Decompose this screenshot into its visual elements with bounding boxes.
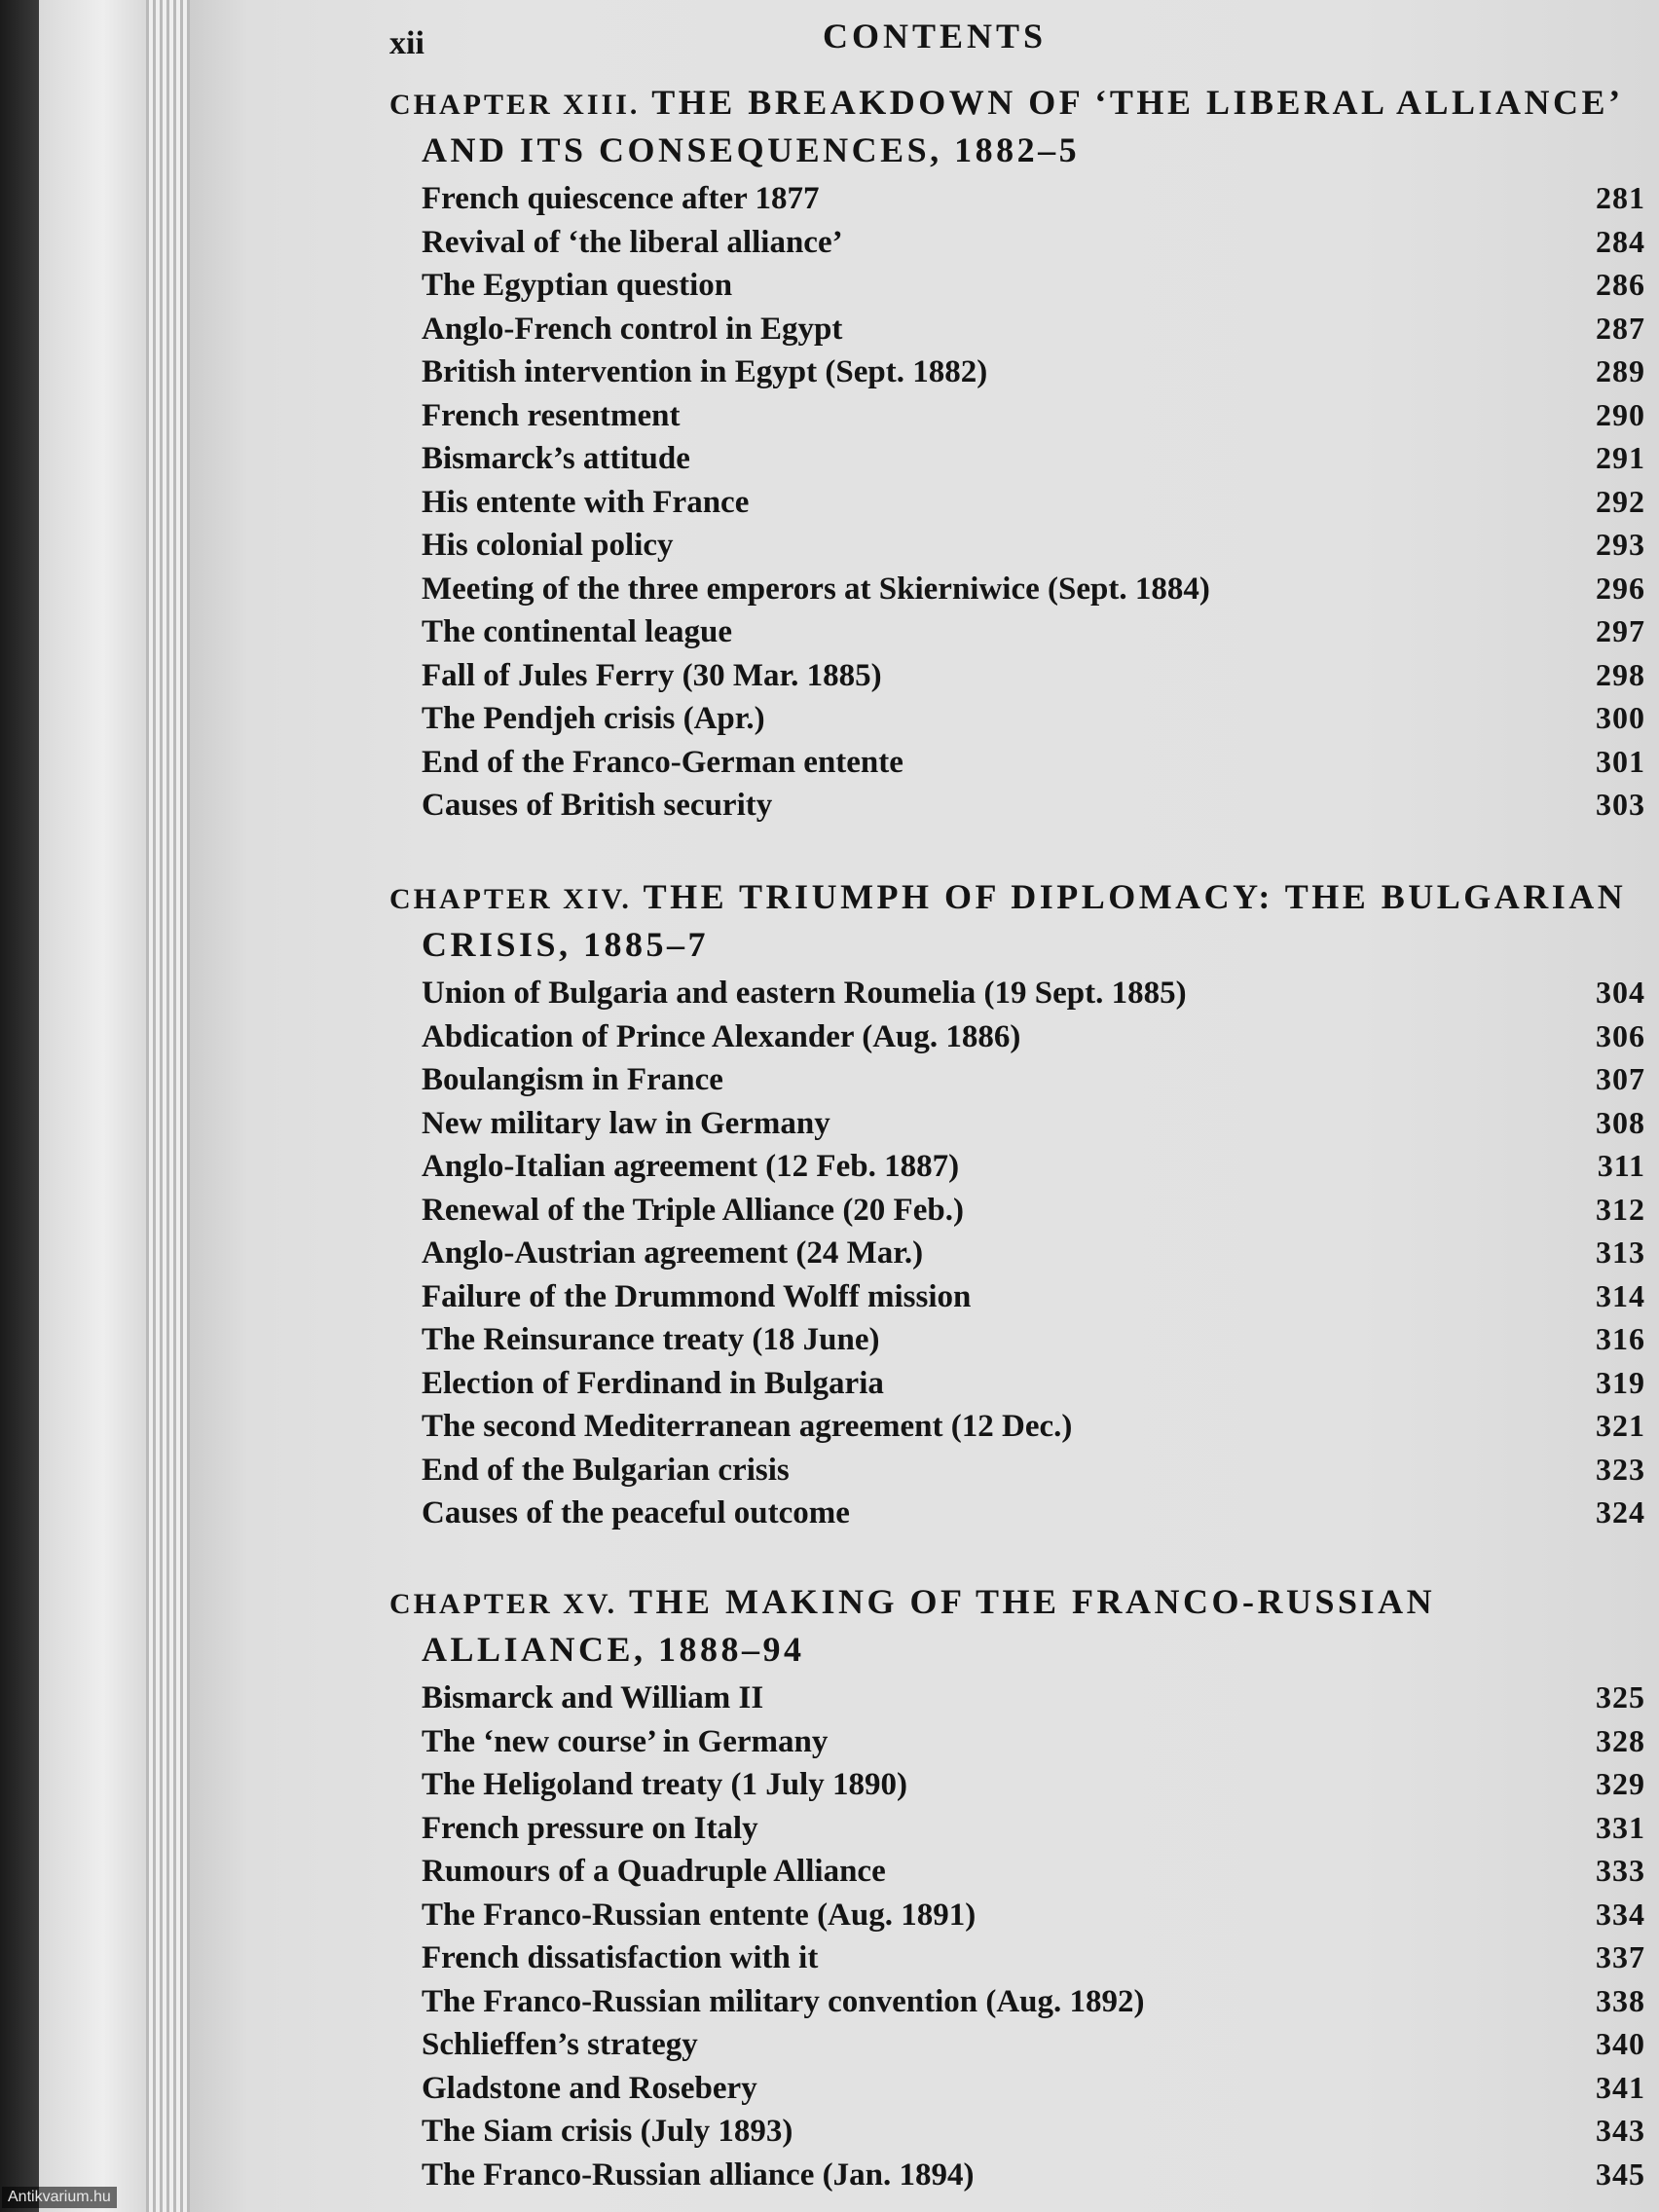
facing-page-edge: [39, 0, 156, 2212]
contents-entry: [389, 1404, 1645, 1448]
entry-page-number: 313: [1596, 1235, 1645, 1270]
page-number: xii: [389, 25, 424, 61]
chapter-title: THE MAKING OF THE FRANCO-RUSSIAN ALLIANCE, 1888–94: [422, 1582, 1436, 1669]
entry-title: French resentment: [422, 397, 681, 433]
entry-page-number: 281: [1596, 180, 1645, 215]
contents-entry: [389, 567, 1645, 610]
contents-entry: [389, 350, 1645, 393]
chapter-title: THE BREAKDOWN OF ‘THE LIBERAL ALLIANCE’ AND ITS CONSEQUENCES, 1882–5: [422, 83, 1621, 169]
entry-title: Anglo-Austrian agreement (24 Mar.): [422, 1235, 924, 1271]
entry-title: British intervention in Egypt (Sept. 1882): [422, 354, 988, 389]
entry-page-number: 303: [1596, 787, 1645, 822]
entry-page-number: 323: [1596, 1451, 1645, 1487]
entry-title: Schlieffen’s strategy: [422, 2027, 698, 2062]
watermark: Antikvarium.hu: [2, 2187, 117, 2208]
contents-entry: [389, 436, 1645, 480]
entry-page-number: 329: [1596, 1766, 1645, 1801]
entry-page-number: 286: [1596, 267, 1645, 302]
entry-title: Renewal of the Triple Alliance (20 Feb.): [422, 1192, 964, 1228]
entry-page-number: 291: [1596, 440, 1645, 475]
entry-page-number: 341: [1596, 2069, 1645, 2105]
entry-title: Causes of British security: [422, 788, 773, 823]
contents-entry: [389, 1274, 1645, 1318]
entry-title: The ‘new course’ in Germany: [422, 1723, 829, 1759]
chapter-14: [389, 874, 1645, 1534]
entry-page-number: 306: [1596, 1017, 1645, 1053]
contents-entry: [389, 176, 1645, 220]
chapter-heading: [389, 874, 1645, 967]
entry-page-number: 307: [1596, 1061, 1645, 1096]
contents-entry: [389, 393, 1645, 437]
entry-page-number: 292: [1596, 483, 1645, 519]
page-header: [389, 16, 1480, 64]
entry-title: Revival of ‘the liberal alliance’: [422, 224, 843, 260]
entry-title: Gladstone and Rosebery: [422, 2070, 757, 2106]
entry-title: Abdication of Prince Alexander (Aug. 1886): [422, 1018, 1021, 1054]
contents-entry: [389, 653, 1645, 697]
page-edges-stack: [146, 0, 190, 2212]
entry-page-number: 343: [1596, 2113, 1645, 2148]
contents-entry: [389, 1491, 1645, 1534]
entry-page-number: 340: [1596, 2026, 1645, 2061]
entry-title: French pressure on Italy: [422, 1810, 758, 1846]
contents-entry: [389, 1936, 1645, 1979]
contents-entry: [389, 740, 1645, 784]
entry-page-number: 321: [1596, 1408, 1645, 1443]
entry-title: End of the Franco-German entente: [422, 744, 903, 780]
entry-page-number: 337: [1596, 1939, 1645, 1974]
entry-title: His colonial policy: [422, 528, 674, 563]
contents-entry: [389, 696, 1645, 740]
running-head: CONTENTS: [822, 17, 1048, 55]
chapter-15: [389, 1579, 1645, 2195]
entry-title: The Franco-Russian alliance (Jan. 1894): [422, 2157, 975, 2193]
contents-entry: [389, 971, 1645, 1014]
entry-page-number: 296: [1596, 570, 1645, 606]
chapter-entries: [389, 971, 1645, 1534]
entry-page-number: 331: [1596, 1809, 1645, 1845]
entry-page-number: 311: [1597, 1148, 1645, 1183]
entry-page-number: 333: [1596, 1853, 1645, 1888]
contents-entry: [389, 1231, 1645, 1274]
entry-title: Rumours of a Quadruple Alliance: [422, 1854, 886, 1889]
entry-title: The Franco-Russian military convention (Aug. 1892): [422, 1983, 1145, 2019]
entry-title: Failure of the Drummond Wolff mission: [422, 1278, 972, 1314]
entry-title: French dissatisfaction with it: [422, 1940, 819, 1975]
entry-title: Fall of Jules Ferry (30 Mar. 1885): [422, 657, 882, 693]
contents-entry: [389, 263, 1645, 307]
entry-page-number: 312: [1596, 1191, 1645, 1227]
entry-title: Anglo-French control in Egypt: [422, 311, 843, 347]
entry-page-number: 304: [1596, 975, 1645, 1010]
entry-title: French quiescence after 1877: [422, 181, 820, 216]
entry-page-number: 325: [1596, 1679, 1645, 1714]
contents-entry: [389, 1101, 1645, 1145]
entry-title: Union of Bulgaria and eastern Roumelia (19 Sept. 1885): [422, 976, 1187, 1011]
contents-entry: [389, 1979, 1645, 2023]
entry-title: Anglo-Italian agreement (12 Feb. 1887): [422, 1149, 960, 1184]
entry-title: The Pendjeh crisis (Apr.): [422, 701, 765, 736]
contents-entry: [389, 523, 1645, 567]
contents-entry: [389, 609, 1645, 653]
chapter-title: THE TRIUMPH OF DIPLOMACY: THE BULGARIAN CRISIS, 1885–7: [422, 877, 1627, 964]
entry-title: The Egyptian question: [422, 268, 733, 303]
entry-page-number: 301: [1596, 743, 1645, 779]
contents-entry: [389, 1762, 1645, 1806]
contents-entry: [389, 2109, 1645, 2153]
contents-entry: [389, 1448, 1645, 1492]
contents-entry: [389, 2066, 1645, 2110]
contents-entry: [389, 2153, 1645, 2196]
entry-title: Causes of the peaceful outcome: [422, 1495, 850, 1530]
contents-entry: [389, 1317, 1645, 1361]
entry-page-number: 314: [1596, 1277, 1645, 1313]
entry-page-number: 297: [1596, 613, 1645, 648]
chapter-13: [389, 80, 1645, 827]
contents-entry: [389, 1719, 1645, 1763]
entry-page-number: 293: [1596, 527, 1645, 562]
entry-page-number: 289: [1596, 353, 1645, 388]
contents-entry: [389, 1057, 1645, 1101]
entry-title: His entente with France: [422, 484, 750, 520]
contents-page: [190, 0, 1659, 2212]
entry-title: The continental league: [422, 614, 732, 649]
contents-entry: [389, 307, 1645, 350]
entry-page-number: 328: [1596, 1722, 1645, 1758]
chapter-entries: [389, 1676, 1645, 2195]
chapter-label: CHAPTER XV.: [389, 1588, 618, 1620]
entry-page-number: 324: [1596, 1494, 1645, 1530]
entry-page-number: 338: [1596, 1982, 1645, 2018]
entry-page-number: 300: [1596, 700, 1645, 735]
entry-page-number: 308: [1596, 1104, 1645, 1140]
contents-entry: [389, 1144, 1645, 1188]
entry-title: The Franco-Russian entente (Aug. 1891): [422, 1897, 977, 1933]
entry-title: New military law in Germany: [422, 1105, 830, 1141]
contents-entry: [389, 1361, 1645, 1405]
entry-title: Bismarck’s attitude: [422, 441, 690, 476]
contents-entry: [389, 1188, 1645, 1232]
entry-title: The second Mediterranean agreement (12 Dec.): [422, 1409, 1073, 1444]
contents-entry: [389, 1849, 1645, 1893]
entry-page-number: 345: [1596, 2156, 1645, 2192]
contents-entry: [389, 1014, 1645, 1058]
contents-entry: [389, 220, 1645, 264]
entry-title: End of the Bulgarian crisis: [422, 1452, 790, 1488]
entry-page-number: 334: [1596, 1896, 1645, 1932]
entry-page-number: 284: [1596, 223, 1645, 259]
entry-title: The Reinsurance treaty (18 June): [422, 1322, 880, 1357]
contents-entry: [389, 1893, 1645, 1936]
entry-title: Election of Ferdinand in Bulgaria: [422, 1365, 884, 1401]
contents-entry: [389, 2022, 1645, 2066]
contents-entry: [389, 480, 1645, 524]
entry-page-number: 316: [1596, 1321, 1645, 1356]
chapter-heading: [389, 80, 1645, 172]
entry-page-number: 319: [1596, 1364, 1645, 1400]
chapter-heading: [389, 1579, 1645, 1672]
entry-page-number: 287: [1596, 310, 1645, 346]
entry-title: The Siam crisis (July 1893): [422, 2114, 793, 2149]
chapter-entries: [389, 176, 1645, 827]
entry-title: Meeting of the three emperors at Skierniwice (Sept. 1884): [422, 571, 1210, 607]
entry-page-number: 298: [1596, 656, 1645, 692]
entry-title: The Heligoland treaty (1 July 1890): [422, 1767, 907, 1802]
entry-title: Bismarck and William II: [422, 1680, 764, 1715]
chapter-label: CHAPTER XIII.: [389, 89, 641, 121]
entry-page-number: 290: [1596, 396, 1645, 432]
contents-entry: [389, 783, 1645, 827]
chapter-label: CHAPTER XIV.: [389, 883, 632, 915]
book-spine-shadow: [0, 0, 39, 2212]
contents-entry: [389, 1676, 1645, 1719]
contents-entry: [389, 1806, 1645, 1850]
entry-title: Boulangism in France: [422, 1062, 723, 1097]
